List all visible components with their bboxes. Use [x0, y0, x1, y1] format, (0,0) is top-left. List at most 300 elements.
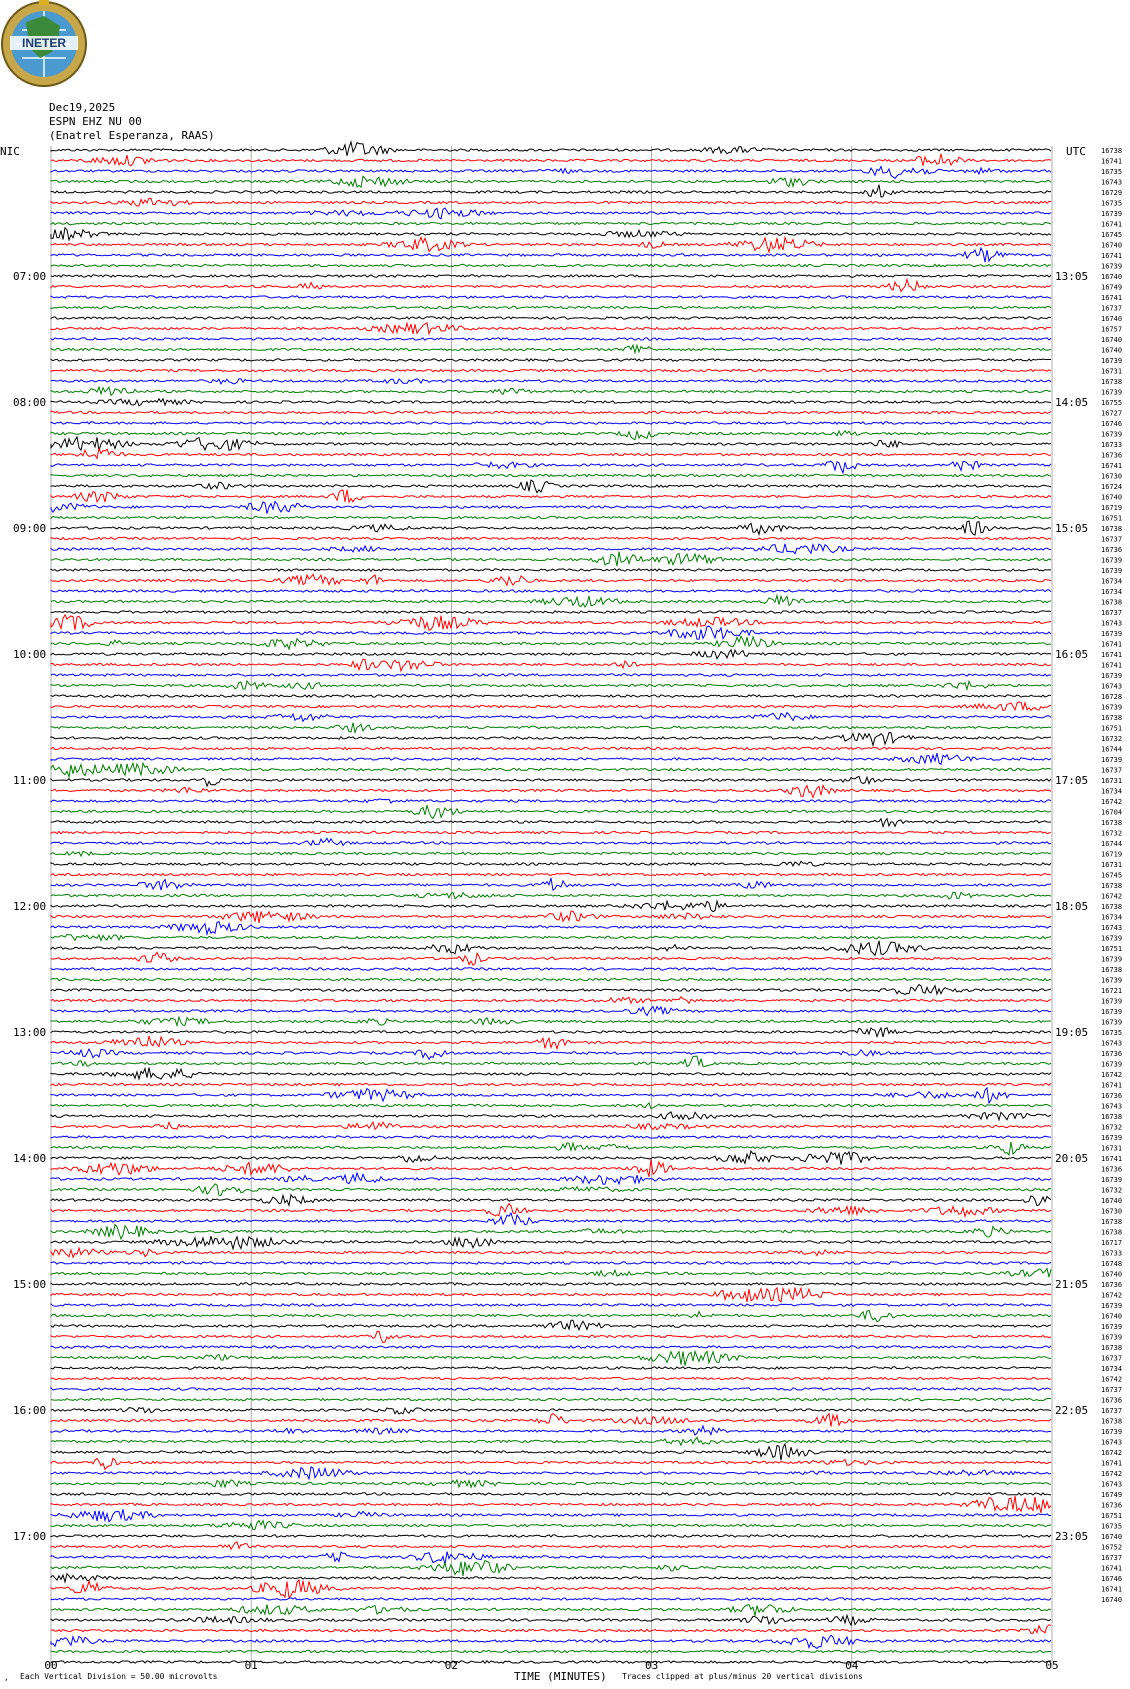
seismic-trace — [51, 595, 1051, 607]
trace-value-label: 16738 — [1101, 1344, 1123, 1352]
trace-value-label: 16738 — [1101, 378, 1123, 386]
seismic-trace — [51, 1552, 1051, 1565]
hour-label-left: 13:00 — [13, 1026, 47, 1039]
trace-value-label: 16736 — [1101, 1092, 1123, 1100]
seismic-trace — [51, 552, 1051, 567]
seismic-trace — [51, 323, 1051, 334]
seismic-trace — [51, 763, 1051, 777]
station-label: ESPN EHZ NU 00 — [49, 115, 142, 128]
trace-value-label: 16734 — [1101, 588, 1123, 596]
seismic-trace — [51, 1036, 1051, 1049]
seismic-trace — [51, 306, 1051, 308]
seismic-trace — [51, 1204, 1051, 1217]
trace-value-label: 16739 — [1101, 1134, 1123, 1142]
trace-value-label: 16739 — [1101, 262, 1123, 271]
trace-value-label: 16735 — [1101, 1029, 1123, 1037]
seismic-trace — [51, 338, 1051, 340]
trace-group — [51, 142, 1051, 1663]
trace-value-label: 16737 — [1101, 1407, 1123, 1415]
hour-label-right: 17:05 — [1055, 774, 1089, 787]
x-tick-label: 05 — [1045, 1659, 1059, 1672]
hour-label-right: 13:05 — [1055, 270, 1089, 283]
seismic-trace — [51, 296, 1051, 298]
trace-value-label: 16742 — [1101, 1449, 1123, 1457]
trace-value-label: 16751 — [1101, 724, 1123, 733]
seismic-trace — [51, 399, 1051, 406]
trace-value-label: 16742 — [1101, 892, 1123, 901]
trace-value-label: 16734 — [1101, 1365, 1123, 1373]
seismic-trace — [51, 659, 1051, 671]
hour-label-right: 16:05 — [1055, 648, 1089, 661]
seismic-trace — [51, 695, 1051, 697]
seismic-trace — [51, 502, 1051, 514]
ineter-logo — [2, 0, 86, 86]
trace-value-label: 16739 — [1101, 357, 1123, 365]
trace-value-label: 16739 — [1101, 630, 1123, 638]
seismic-trace — [51, 379, 1051, 384]
trace-value-label: 16738 — [1101, 598, 1123, 607]
trace-value-label: 16749 — [1101, 1491, 1123, 1499]
trace-value-label: 16740 — [1101, 315, 1123, 323]
seismic-trace — [51, 1467, 1051, 1479]
trace-value-label: 16740 — [1101, 346, 1123, 355]
seismic-trace — [51, 851, 1051, 856]
seismic-trace — [51, 911, 1051, 923]
seismic-trace — [51, 1580, 1051, 1598]
seismic-trace — [51, 1574, 1051, 1582]
trace-value-label: 16731 — [1101, 1144, 1123, 1153]
hour-label-left: 10:00 — [13, 648, 47, 661]
left-timezone-label: NIC — [0, 145, 20, 158]
trace-value-label: 16738 — [1101, 966, 1123, 974]
trace-value-label: 16739 — [1101, 756, 1123, 764]
trace-value-label: 16741 — [1101, 661, 1123, 670]
trace-value-label: 16737 — [1101, 609, 1123, 617]
trace-value-label: 16736 — [1101, 1281, 1123, 1289]
hour-label-right: 19:05 — [1055, 1026, 1089, 1039]
trace-value-label: 16739 — [1101, 1176, 1123, 1184]
trace-value-label: 16746 — [1101, 420, 1123, 428]
trace-value-label: 16740 — [1101, 273, 1123, 281]
seismic-trace — [51, 387, 1051, 395]
seismic-trace — [51, 1088, 1051, 1103]
trace-value-label: 16731 — [1101, 777, 1123, 785]
seismic-trace — [51, 474, 1051, 476]
hour-label-right: 20:05 — [1055, 1152, 1089, 1165]
trace-value-label: 16735 — [1101, 168, 1123, 176]
hour-label-left: 12:00 — [13, 900, 47, 913]
trace-value-label: 16743 — [1101, 619, 1123, 628]
right-hour-labels — [1055, 270, 1088, 1543]
seismic-trace — [51, 537, 1051, 539]
trace-value-label: 16741 — [1101, 220, 1123, 229]
seismic-trace — [51, 1103, 1051, 1109]
trace-value-label: 16751 — [1101, 945, 1123, 953]
seismic-trace — [51, 590, 1051, 592]
date-label: Dec19,2025 — [49, 101, 116, 114]
trace-value-label: 16739 — [1101, 1060, 1123, 1069]
seismic-trace — [51, 437, 1051, 451]
seismic-trace — [51, 1248, 1051, 1257]
seismic-trace — [51, 222, 1051, 224]
trace-value-label: 16739 — [1101, 1428, 1123, 1436]
seismic-trace — [51, 901, 1051, 912]
trace-value-label: 16752 — [1101, 1543, 1123, 1552]
seismic-trace — [51, 1173, 1051, 1184]
trace-value-label: 16739 — [1101, 955, 1123, 964]
trace-value-label: 16741 — [1101, 252, 1123, 260]
hour-label-left: 08:00 — [13, 396, 47, 409]
seismic-trace — [51, 1437, 1051, 1445]
seismic-trace — [51, 208, 1051, 219]
seismic-trace — [51, 516, 1051, 518]
seismic-trace — [51, 1225, 1051, 1240]
trace-value-label: 16737 — [1101, 304, 1123, 313]
seismic-trace — [51, 521, 1051, 535]
seismic-trace — [51, 1346, 1051, 1348]
seismic-trace — [51, 723, 1051, 733]
x-tick-label: 01 — [244, 1659, 258, 1672]
seismic-trace — [51, 1159, 1051, 1177]
trace-value-label: 16740 — [1101, 241, 1123, 250]
trace-value-label: 16751 — [1101, 1512, 1123, 1520]
trace-value-label: 16739 — [1101, 210, 1123, 218]
trace-value-labels — [1101, 147, 1122, 1604]
trace-value-label: 16717 — [1101, 1239, 1123, 1247]
trace-value-label: 16732 — [1101, 735, 1123, 743]
seismic-trace — [51, 1184, 1051, 1196]
seismic-trace — [51, 985, 1051, 995]
seismic-trace — [51, 1310, 1051, 1321]
hour-label-left: 07:00 — [13, 270, 47, 283]
trace-value-label: 16742 — [1101, 1375, 1123, 1384]
trace-value-label: 16704 — [1101, 808, 1123, 817]
trace-value-label: 16734 — [1101, 913, 1123, 922]
seismic-trace — [51, 1331, 1051, 1343]
trace-value-label: 16741 — [1101, 1459, 1123, 1468]
seismic-trace — [51, 1017, 1051, 1025]
trace-value-label: 16739 — [1101, 1302, 1123, 1310]
seismic-trace — [51, 1650, 1051, 1652]
trace-value-label: 16739 — [1101, 976, 1123, 985]
trace-value-label: 16741 — [1101, 1564, 1123, 1573]
trace-value-label: 16743 — [1101, 1438, 1123, 1447]
trace-value-label: 16738 — [1101, 1228, 1123, 1237]
seismic-trace — [51, 805, 1051, 818]
seismic-trace — [51, 1112, 1051, 1120]
seismic-trace — [51, 626, 1051, 639]
trace-value-label: 16737 — [1101, 766, 1123, 775]
trace-value-label: 16742 — [1101, 1470, 1123, 1478]
trace-value-label: 16739 — [1101, 934, 1123, 943]
seismic-trace — [51, 1262, 1051, 1264]
hour-label-right: 22:05 — [1055, 1404, 1089, 1417]
seismic-trace — [51, 747, 1051, 749]
seismic-trace — [51, 1122, 1051, 1130]
hour-label-right: 18:05 — [1055, 900, 1089, 913]
left-hour-labels — [13, 270, 46, 1543]
scale-note: Each Vertical Division = 50.00 microvolts — [20, 1672, 218, 1681]
hour-label-right: 14:05 — [1055, 396, 1089, 409]
seismic-trace — [51, 1287, 1051, 1302]
seismic-trace — [51, 1083, 1051, 1085]
seismic-trace — [51, 345, 1051, 353]
trace-value-label: 16739 — [1101, 1323, 1123, 1331]
trace-value-label: 16738 — [1101, 819, 1123, 827]
hour-label-left: 14:00 — [13, 1152, 47, 1165]
seismic-trace — [51, 611, 1051, 613]
seismic-trace — [51, 1304, 1051, 1306]
trace-value-label: 16728 — [1101, 693, 1123, 701]
trace-value-label: 16741 — [1101, 651, 1123, 659]
trace-value-label: 16744 — [1101, 745, 1123, 754]
trace-value-label: 16742 — [1101, 1071, 1123, 1079]
trace-value-label: 16729 — [1101, 189, 1123, 197]
seismic-trace — [51, 1509, 1051, 1522]
seismic-trace — [51, 1377, 1051, 1379]
seismic-trace — [51, 1367, 1051, 1369]
trace-value-label: 16741 — [1101, 1585, 1123, 1594]
seismic-trace — [51, 636, 1051, 649]
trace-value-label: 16724 — [1101, 483, 1123, 491]
seismic-trace — [51, 1458, 1051, 1469]
trace-value-label: 16740 — [1101, 1312, 1123, 1321]
seismic-trace — [51, 1068, 1051, 1080]
seismic-trace — [51, 1142, 1051, 1155]
trace-value-label: 16732 — [1101, 1123, 1123, 1132]
trace-value-label: 16748 — [1101, 1260, 1123, 1268]
trace-value-label: 16739 — [1101, 430, 1123, 439]
trace-value-label: 16739 — [1101, 672, 1123, 680]
seismic-trace — [51, 1056, 1051, 1067]
seismic-trace — [51, 615, 1051, 631]
seismic-trace — [51, 574, 1051, 585]
trace-value-label: 16741 — [1101, 462, 1123, 470]
trace-value-label: 16741 — [1101, 1155, 1123, 1163]
seismic-trace — [51, 1049, 1051, 1059]
x-tick-label: 02 — [444, 1659, 459, 1672]
seismic-trace — [51, 1661, 1051, 1663]
trace-value-label: 16736 — [1101, 1050, 1123, 1058]
trace-value-label: 16743 — [1101, 1039, 1123, 1048]
seismic-trace — [51, 978, 1051, 980]
seismic-trace — [51, 369, 1051, 371]
trace-value-label: 16739 — [1101, 1018, 1123, 1027]
seismic-trace — [51, 1561, 1051, 1576]
trace-value-label: 16736 — [1101, 1396, 1123, 1405]
seismic-trace — [51, 544, 1051, 554]
trace-value-label: 16742 — [1101, 798, 1123, 806]
seismic-trace — [51, 279, 1051, 291]
seismic-trace — [51, 248, 1051, 262]
x-tick-label: 03 — [644, 1659, 659, 1672]
trace-value-label: 16757 — [1101, 325, 1123, 334]
trace-value-label: 16743 — [1101, 1102, 1123, 1111]
seismic-trace — [51, 1605, 1051, 1616]
seismic-trace — [51, 1493, 1051, 1495]
seismic-trace — [51, 359, 1051, 361]
corner-mark: , — [4, 1673, 9, 1682]
right-timezone-label: UTC — [1066, 145, 1086, 158]
seismic-trace — [51, 264, 1051, 266]
trace-value-label: 16734 — [1101, 577, 1123, 586]
seismic-trace — [51, 968, 1051, 970]
trace-value-label: 16736 — [1101, 1501, 1123, 1510]
trace-value-label: 16744 — [1101, 840, 1123, 848]
logo-text: INETER — [21, 36, 67, 50]
seismic-trace — [51, 1007, 1051, 1016]
seismic-trace — [51, 733, 1051, 746]
hour-label-left: 17:00 — [13, 1530, 47, 1543]
seismic-trace — [51, 490, 1051, 502]
seismic-trace — [51, 1444, 1051, 1460]
trace-value-label: 16736 — [1101, 546, 1123, 554]
hour-label-left: 15:00 — [13, 1278, 47, 1291]
trace-value-label: 16719 — [1101, 504, 1123, 512]
seismic-trace — [51, 1615, 1051, 1625]
trace-value-label: 16735 — [1101, 199, 1123, 208]
trace-value-label: 16741 — [1101, 1081, 1123, 1090]
seismic-trace — [51, 448, 1051, 458]
seismic-trace — [51, 1414, 1051, 1427]
trace-value-label: 16721 — [1101, 987, 1123, 995]
trace-value-label: 16719 — [1101, 850, 1123, 859]
trace-value-label: 16737 — [1101, 1386, 1123, 1394]
seismic-trace — [51, 861, 1051, 866]
trace-value-label: 16745 — [1101, 231, 1123, 239]
seismic-trace — [51, 1521, 1051, 1530]
seismic-trace — [51, 838, 1051, 845]
seismic-trace — [51, 713, 1051, 722]
seismic-trace — [51, 878, 1051, 890]
seismic-trace — [51, 1269, 1051, 1278]
trace-value-label: 16739 — [1101, 388, 1123, 397]
x-axis-label: TIME (MINUTES) — [514, 1670, 607, 1683]
trace-value-label: 16727 — [1101, 409, 1123, 418]
trace-value-label: 16738 — [1101, 1218, 1123, 1226]
x-tick-label: 04 — [845, 1659, 859, 1672]
seismic-trace — [51, 997, 1051, 1004]
hour-label-left: 09:00 — [13, 522, 47, 535]
clip-note: Traces clipped at plus/minus 20 vertical divisions — [622, 1672, 863, 1681]
seismic-trace — [51, 1598, 1051, 1600]
seismic-trace — [51, 702, 1051, 711]
seismic-trace — [51, 1535, 1051, 1537]
trace-value-label: 16732 — [1101, 1186, 1123, 1195]
seismic-trace — [51, 1496, 1051, 1513]
trace-value-label: 16740 — [1101, 493, 1123, 502]
seismic-trace — [51, 753, 1051, 764]
trace-value-label: 16736 — [1101, 451, 1123, 460]
trace-value-label: 16740 — [1101, 1197, 1123, 1205]
trace-value-label: 16739 — [1101, 567, 1123, 575]
seismic-trace — [51, 142, 1051, 156]
trace-value-label: 16737 — [1101, 1354, 1123, 1363]
trace-value-label: 16731 — [1101, 367, 1123, 376]
seismic-trace — [51, 1398, 1051, 1400]
seismic-trace — [51, 422, 1051, 424]
seismic-trace — [51, 237, 1051, 252]
trace-value-label: 16730 — [1101, 1207, 1123, 1216]
seismic-trace — [51, 873, 1051, 875]
seismic-trace — [51, 1351, 1051, 1365]
trace-value-label: 16742 — [1101, 1291, 1123, 1300]
seismic-trace — [51, 176, 1051, 187]
seismic-trace — [51, 431, 1051, 440]
seismic-trace — [51, 569, 1051, 571]
trace-value-label: 16738 — [1101, 1417, 1123, 1426]
trace-value-label: 16743 — [1101, 682, 1123, 691]
trace-value-label: 16755 — [1101, 399, 1123, 407]
location-label: (Enatrel Esperanza, RAAS) — [49, 129, 215, 142]
seismic-trace — [51, 785, 1051, 797]
seismic-trace — [51, 1635, 1051, 1648]
seismic-trace — [51, 185, 1051, 197]
trace-value-label: 16743 — [1101, 1480, 1123, 1489]
trace-value-label: 16739 — [1101, 556, 1123, 565]
trace-value-label: 16741 — [1101, 294, 1123, 302]
seismic-trace — [51, 1213, 1051, 1225]
seismic-trace — [51, 1283, 1051, 1285]
trace-value-label: 16732 — [1101, 829, 1123, 838]
seismic-trace — [51, 799, 1051, 803]
trace-value-label: 16731 — [1101, 861, 1123, 869]
trace-value-label: 16733 — [1101, 1249, 1123, 1258]
seismic-trace — [51, 198, 1051, 206]
trace-value-label: 16735 — [1101, 1522, 1123, 1531]
trace-value-label: 16751 — [1101, 514, 1123, 523]
trace-value-label: 16737 — [1101, 1554, 1123, 1562]
seismic-trace — [51, 461, 1051, 473]
seismic-trace — [51, 934, 1051, 940]
trace-value-label: 16740 — [1101, 1270, 1123, 1279]
trace-value-label: 16749 — [1101, 283, 1123, 292]
trace-value-label: 16746 — [1101, 1575, 1123, 1583]
seismic-trace — [51, 480, 1051, 493]
trace-value-label: 16739 — [1101, 997, 1123, 1006]
seismic-trace — [51, 411, 1051, 413]
seismic-trace — [51, 167, 1051, 179]
trace-value-label: 16740 — [1101, 336, 1123, 344]
seismic-trace — [51, 776, 1051, 786]
seismic-trace — [51, 952, 1051, 965]
seismic-trace — [51, 1542, 1051, 1549]
seismic-trace — [51, 1625, 1051, 1634]
seismic-trace — [51, 1151, 1051, 1164]
trace-value-label: 16734 — [1101, 787, 1123, 796]
hour-label-right: 15:05 — [1055, 522, 1089, 535]
trace-value-label: 16743 — [1101, 178, 1123, 187]
x-tick-label: 00 — [44, 1659, 58, 1672]
trace-value-label: 16739 — [1101, 1008, 1123, 1016]
trace-value-label: 16739 — [1101, 1333, 1123, 1342]
trace-value-label: 16733 — [1101, 441, 1123, 449]
trace-value-label: 16743 — [1101, 924, 1123, 932]
seismic-trace — [51, 941, 1051, 956]
hour-label-right: 23:05 — [1055, 1530, 1089, 1543]
seismic-trace — [51, 922, 1051, 935]
seismic-trace — [51, 681, 1051, 689]
trace-value-label: 16741 — [1101, 157, 1123, 166]
seismic-trace — [51, 831, 1051, 833]
seismic-trace — [51, 650, 1051, 659]
seismic-trace — [51, 1426, 1051, 1435]
seismic-trace — [51, 1480, 1051, 1487]
seismic-trace — [51, 1236, 1051, 1249]
seismic-trace — [51, 154, 1051, 166]
trace-value-label: 16736 — [1101, 1165, 1123, 1174]
trace-value-label: 16740 — [1101, 1596, 1123, 1604]
